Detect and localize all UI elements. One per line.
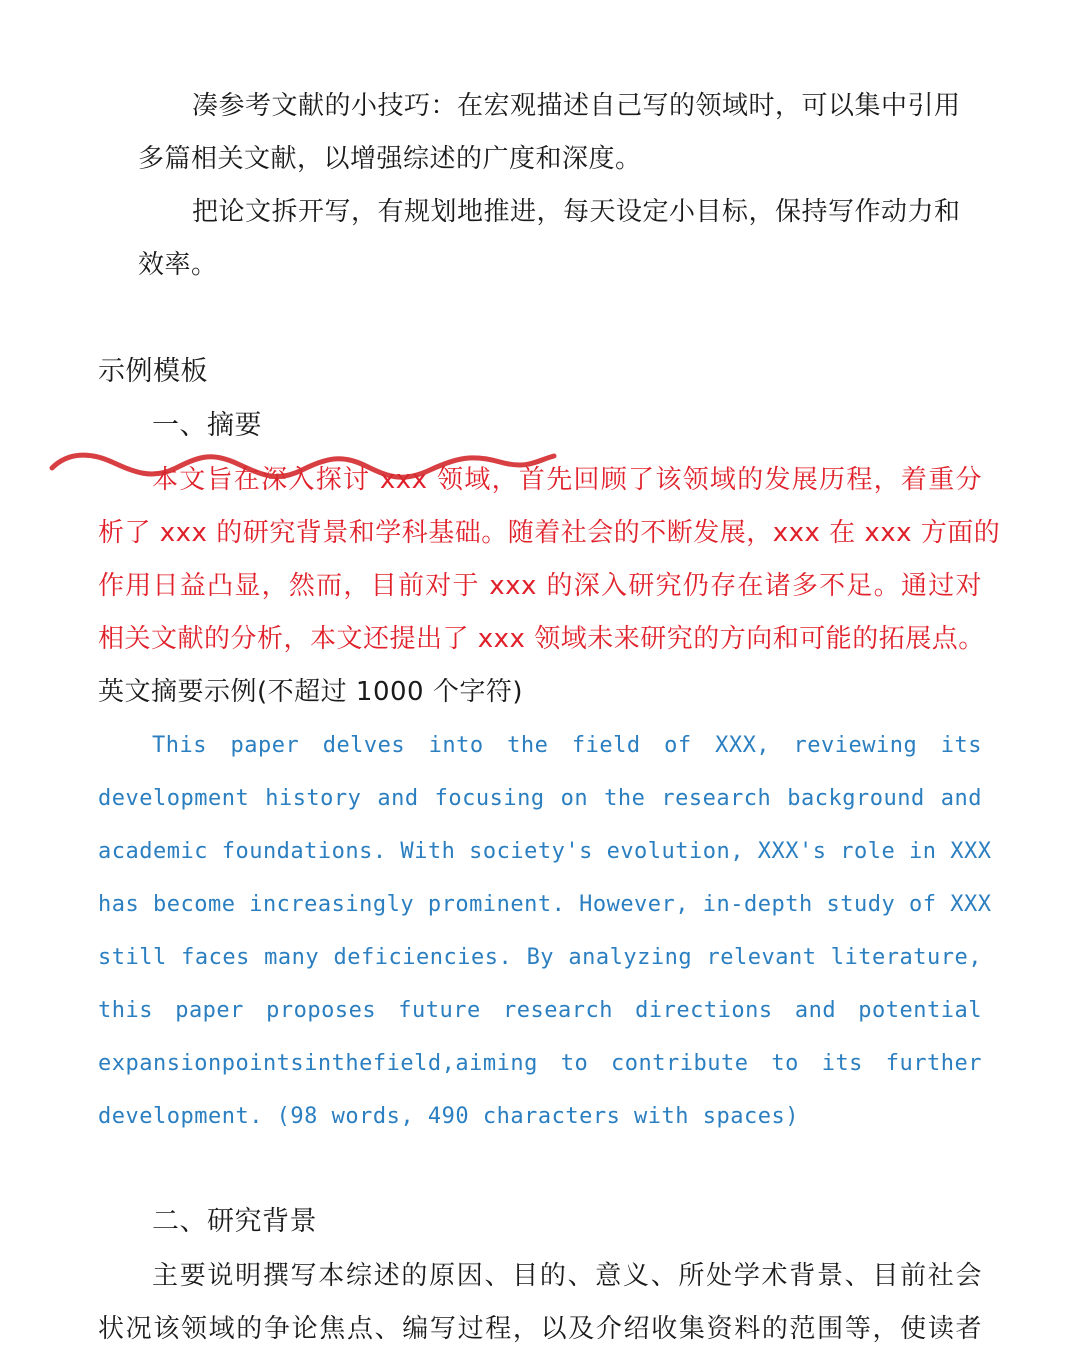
tip-line-1: 凑参考文献的小技巧：在宏观描述自己写的领域时，可以集中引用 <box>192 91 961 121</box>
tip-line-3: 把论文拆开写，有规划地推进，每天设定小目标，保持写作动力和 <box>192 197 961 227</box>
cn-abstract-line-2: 析了 xxx 的研究背景和学科基础。随着社会的不断发展，xxx 在 xxx 方面的 <box>98 518 1001 548</box>
en-abstract-line-7: expansionpointsinthefield,aiming to contribute to its further <box>98 1051 982 1076</box>
en-abstract-line-6: this paper proposes future research directions and potential <box>98 998 982 1023</box>
en-abstract-line-8: development. (98 words, 490 characters with spaces) <box>98 1104 800 1129</box>
cn-abstract-line-3: 作用日益凸显，然而，目前对于 xxx 的深入研究仍存在诸多不足。通过对 <box>98 571 982 601</box>
en-abstract-line-4: has become increasingly prominent. However, in-depth study of XXX <box>98 892 992 917</box>
en-abstract-line-5: still faces many deficiencies. By analyzing relevant literature, <box>98 945 982 970</box>
cn-abstract-line-1: 本文旨在深入探讨 xxx 领域，首先回顾了该领域的发展历程，着重分 <box>152 465 982 495</box>
en-abstract-heading: 英文摘要示例(不超过 1000 个字符) <box>98 677 523 707</box>
background-line-2: 状况该领域的争论焦点、编写过程，以及介绍收集资料的范围等，使读者 <box>98 1314 982 1344</box>
en-abstract-line-1: This paper delves into the field of XXX, reviewing its <box>152 733 982 758</box>
tip-line-2: 多篇相关文献，以增强综述的广度和深度。 <box>138 144 642 174</box>
template-title: 示例模板 <box>98 356 208 387</box>
background-heading: 二、研究背景 <box>152 1206 317 1237</box>
en-abstract-line-3: academic foundations. With society's evolution, XXX's role in XXX <box>98 839 992 864</box>
abstract-heading: 一、摘要 <box>152 410 262 441</box>
background-line-1: 主要说明撰写本综述的原因、目的、意义、所处学术背景、目前社会 <box>152 1261 982 1291</box>
cn-abstract-line-4: 相关文献的分析，本文还提出了 xxx 领域未来研究的方向和可能的拓展点。 <box>98 624 985 654</box>
tip-line-4: 效率。 <box>138 250 218 280</box>
en-abstract-line-2: development history and focusing on the research background and <box>98 786 982 811</box>
